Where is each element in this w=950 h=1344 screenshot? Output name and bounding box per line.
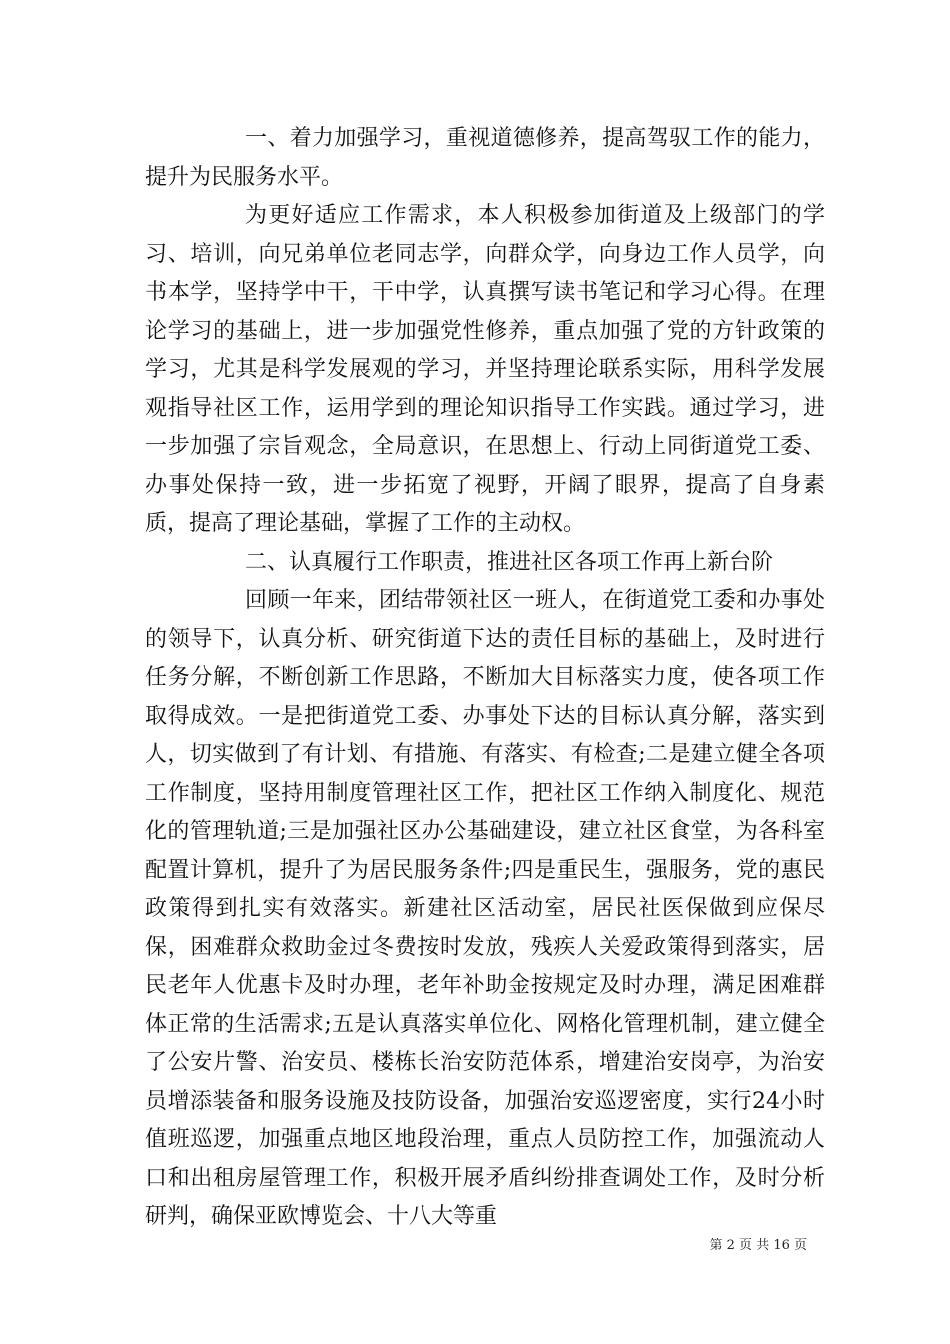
document-body [145,120,825,1237]
section-heading-2: 二、认真履行工作职责，推进社区各项工作再上新台阶 [245,549,774,575]
page-number-footer: 第 2 页 共 16 页 [709,1238,807,1253]
body-paragraph-1: 为更好适应工作需求，本人积极参加街道及上级部门的学习、培训，向兄弟单位老同志学，向群众学，向身边工作人员学，向书本学，坚持学中干，干中学，认真撰写读书笔记和学习心得。在理论学习的基础上，进一步加强党性修养，重点加强了党的方针政策的学习，尤其是科学发展观的学习，并坚持理论联系实际，用科学发展观指导社区工作，运用学到的理论知识指导工作实践。通过学习，进一步加强了宗旨观念，全局意识，在思想上、行动上同街道党工委、办事处保持一致，进一步拓宽了视野，开阔了眼界，提高了自身素质，提高了理论基础，掌握了工作的主动权。 [145,203,825,536]
body-paragraph-2: 回顾一年来，团结带领社区一班人，在街道党工委和办事处的领导下，认真分析、研究街道下达的责任目标的基础上，及时进行任务分解，不断创新工作思路，不断加大目标落实力度，使各项工作取得成效。一是把街道党工委、办事处下达的目标认真分解，落实到人，切实做到了有计划、有措施、有落实、有检查;二是建立健全各项工作制度，坚持用制度管理社区工作，把社区工作纳入制度化、规范化的管理轨道;三是加强社区办公基础建设，建立社区食堂，为各科室配置计算机，提升了为居民服务条件;四是重民生，强服务，党的惠民政策得到扎实有效落实。新建社区活动室，居民社医保做到应保尽保，困难群众救助金过冬费按时发放，残疾人关爱政策得到落实，居民老年人优惠卡及时办理，老年补助金按规定及时办理，满足困难群体正常的生活需求;五是认真落实单位化、网格化管理机制，建立健全了公安片警、治安员、楼栋长治安防范体系，增建治安岗亭，为治安员增添装备和服务设施及技防设备，加强治安巡逻密度，实行24小时值班巡逻，加强重点地区地段治理，重点人员防控工作，加强流动人口和出租房屋管理工作，积极开展矛盾纠纷排查调处工作，及时分析研判，确保亚欧博览会、十八大等重 [145,588,825,1229]
section-heading-1: 一、着力加强学习，重视道德修养，提高驾驭工作的能力，提升为民服务水平。 [145,126,825,190]
